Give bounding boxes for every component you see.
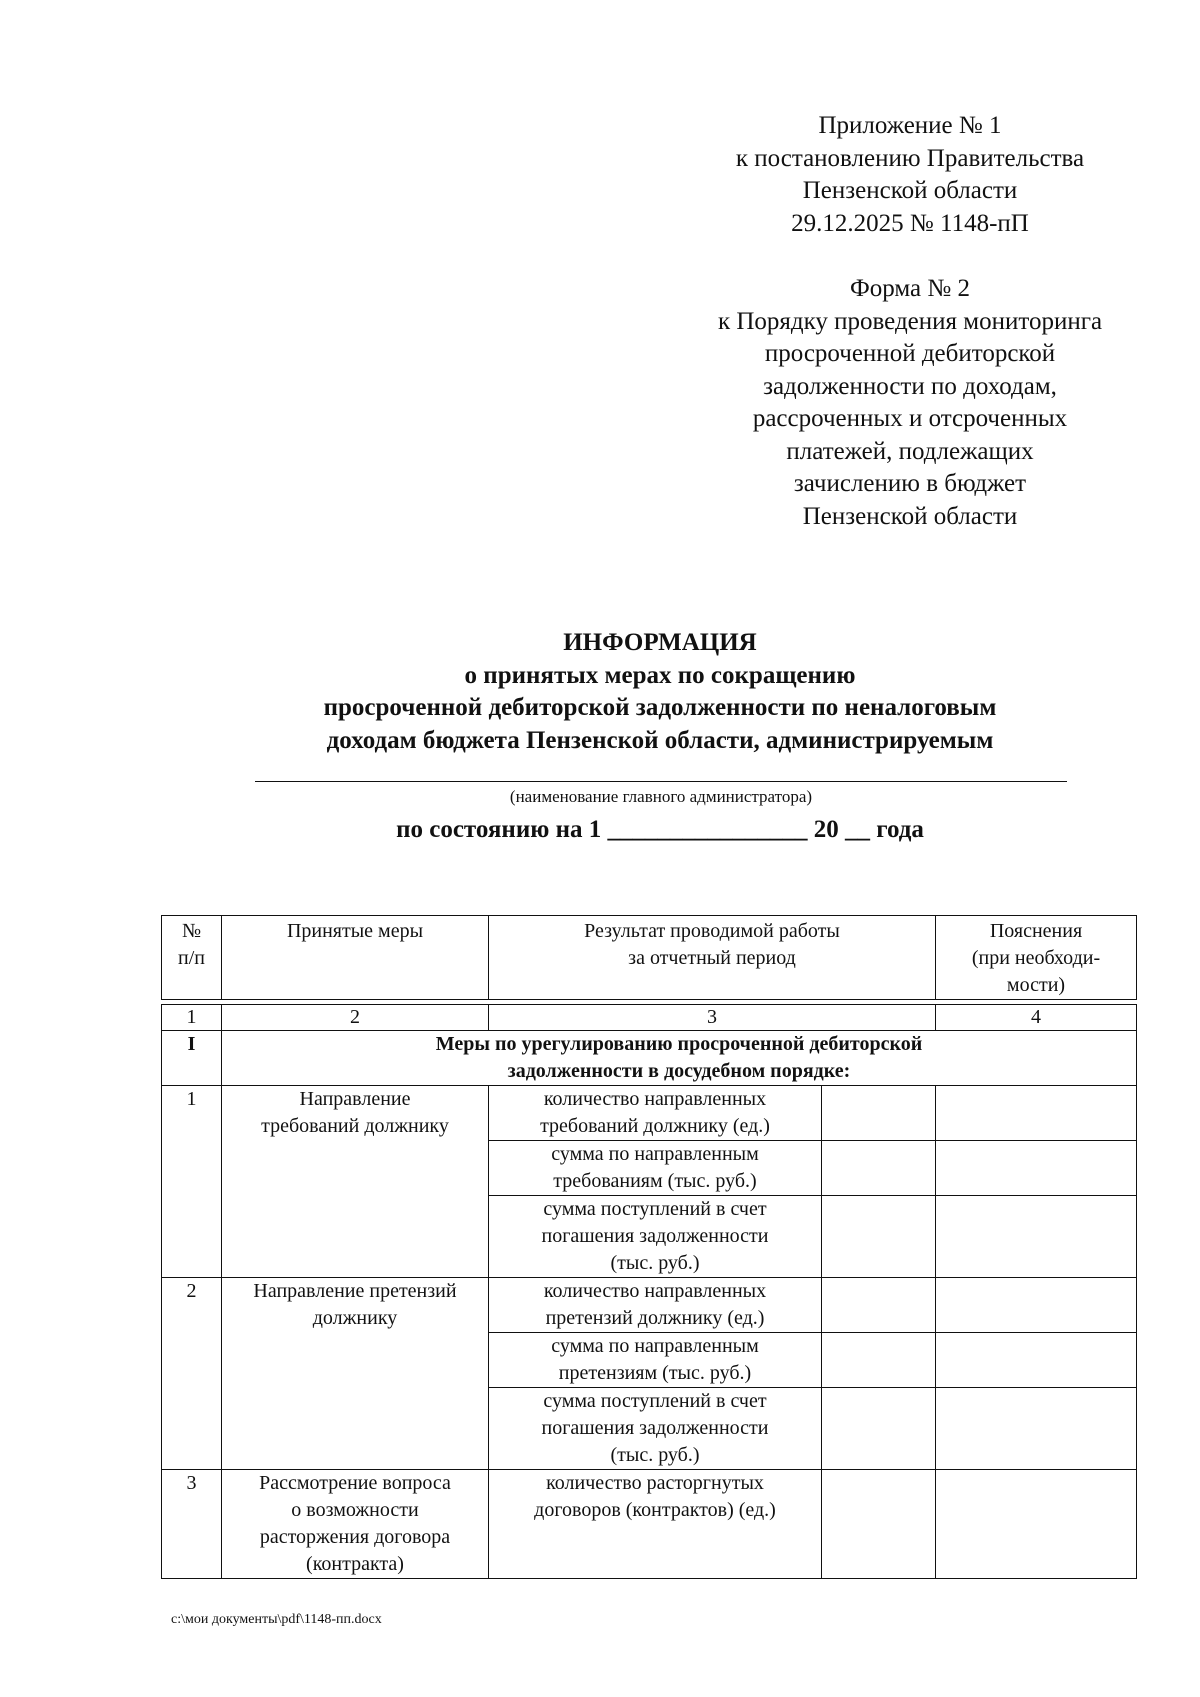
notes-cell[interactable] <box>936 1388 1137 1470</box>
form-line: зачислению в бюджет <box>793 470 1027 497</box>
column-number: 2 <box>222 1005 489 1031</box>
result-value-cell[interactable] <box>822 1086 936 1141</box>
notes-cell[interactable] <box>936 1333 1137 1388</box>
result-value-cell[interactable] <box>822 1196 936 1278</box>
result-indicator: сумма по направленным требованиям (тыс. руб.) <box>489 1141 822 1196</box>
header-results: Результат проводимой работы за отчетный период <box>489 916 936 1000</box>
form-line: задолженности по доходам, <box>763 372 1057 400</box>
notes-cell[interactable] <box>936 1086 1137 1141</box>
result-value-cell[interactable] <box>822 1470 936 1579</box>
row-number: 1 <box>162 1086 222 1278</box>
column-number: 3 <box>489 1005 936 1031</box>
row-measure: Направление требований должнику <box>222 1086 489 1278</box>
form-line: к Порядку проведения мониторинга <box>717 307 1103 335</box>
annex-line: Пензенской области <box>802 177 1018 204</box>
title-line: о принятых мерах по сокращению <box>464 661 856 689</box>
title-line: просроченной дебиторской задолженности по неналоговым <box>323 694 997 721</box>
administrator-blank-line <box>255 781 1067 782</box>
section-title: Меры по урегулированию просроченной дебиторской задолженности в досудебном порядке: <box>222 1031 1137 1086</box>
notes-cell[interactable] <box>936 1470 1137 1579</box>
annex-line: к постановлению Правительства <box>735 144 1085 172</box>
title-line: доходам бюджета Пензенской области, администрируемым <box>326 726 994 754</box>
notes-cell[interactable] <box>936 1278 1137 1333</box>
column-number: 1 <box>162 1005 222 1031</box>
row-measure: Направление претензий должнику <box>222 1278 489 1470</box>
form-line: рассроченных и отсроченных <box>752 405 1068 432</box>
form-line: платежей, подлежащих <box>786 437 1034 465</box>
form-line: Форма № 2 <box>850 275 970 302</box>
result-indicator: количество направленных требований должнику (ед.) <box>489 1086 822 1141</box>
measures-table <box>161 915 1137 1579</box>
result-indicator: сумма поступлений в счет погашения задолженности (тыс. руб.) <box>489 1196 822 1278</box>
table-row <box>162 1278 1137 1333</box>
result-indicator: сумма по направленным претензиям (тыс. руб.) <box>489 1333 822 1388</box>
notes-cell[interactable] <box>936 1196 1137 1278</box>
table-row <box>162 1470 1137 1579</box>
header-measures: Принятые меры <box>222 916 489 1000</box>
table-header-row <box>162 916 1137 1000</box>
administrator-caption: (наименование главного администратора) <box>509 787 813 806</box>
result-value-cell[interactable] <box>822 1141 936 1196</box>
result-value-cell[interactable] <box>822 1333 936 1388</box>
form-line: Пензенской области <box>802 502 1018 530</box>
notes-cell[interactable] <box>936 1141 1137 1196</box>
as-of-date-line: по состоянию на 1 ________________ 20 __ года <box>396 816 924 843</box>
result-value-cell[interactable] <box>822 1278 936 1333</box>
column-number-row <box>162 1005 1137 1031</box>
result-indicator: количество расторгнутых договоров (контрактов) (ед.) <box>489 1470 822 1579</box>
header-number: № п/п <box>162 916 222 1000</box>
table-row <box>162 1086 1137 1141</box>
annex-header <box>680 110 1140 533</box>
column-number: 4 <box>936 1005 1137 1031</box>
section-row <box>162 1031 1137 1086</box>
row-measure: Рассмотрение вопроса о возможности расторжения договора (контракта) <box>222 1470 489 1579</box>
result-indicator: количество направленных претензий должнику (ед.) <box>489 1278 822 1333</box>
result-value-cell[interactable] <box>822 1388 936 1470</box>
file-path-footer: c:\мои документы\pdf\1148-пп.docx <box>171 1612 382 1627</box>
row-number: 2 <box>162 1278 222 1470</box>
header-notes: Пояснения (при необходи- мости) <box>936 916 1137 1000</box>
title-line: ИНФОРМАЦИЯ <box>563 629 757 656</box>
document-title <box>160 627 1160 757</box>
row-number: 3 <box>162 1470 222 1579</box>
form-line: просроченной дебиторской <box>764 340 1056 367</box>
annex-line: 29.12.2025 № 1148-пП <box>791 209 1029 237</box>
section-number: I <box>162 1031 222 1086</box>
result-indicator: сумма поступлений в счет погашения задолженности (тыс. руб.) <box>489 1388 822 1470</box>
annex-line: Приложение № 1 <box>818 112 1002 139</box>
